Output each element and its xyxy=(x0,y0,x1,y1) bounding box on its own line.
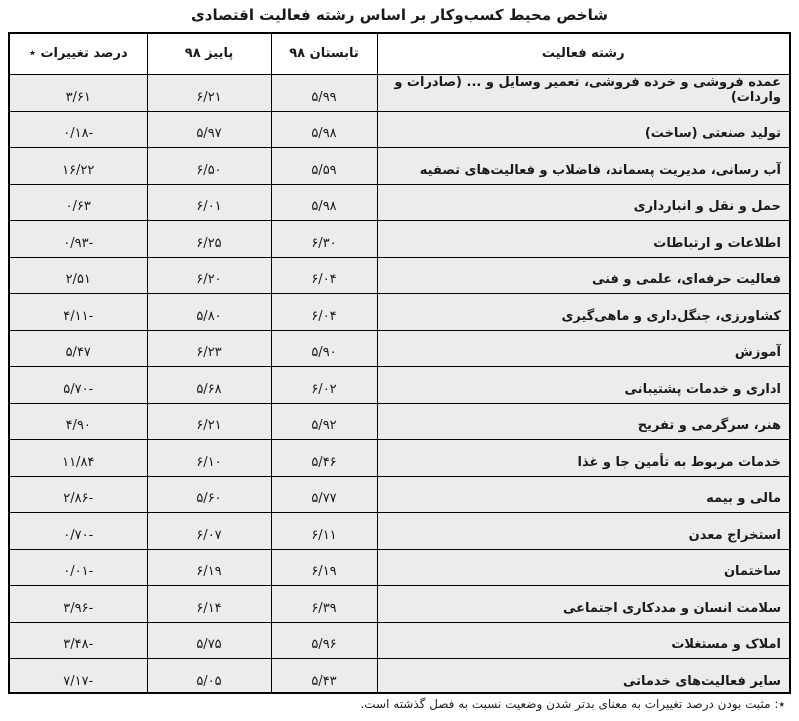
summer-cell: ۵/۹۶ xyxy=(271,622,377,659)
summer-cell: ۶/۱۹ xyxy=(271,549,377,586)
fall-cell: ۵/۷۵ xyxy=(147,622,271,659)
table-row xyxy=(10,184,789,221)
activity-cell: خدمات مربوط به تأمین جا و غذا xyxy=(377,440,789,477)
activity-cell: آب رسانی، مدیریت پسماند، فاضلاب و فعالیت‌های تصفیه xyxy=(377,148,789,185)
summer-cell: ۵/۴۶ xyxy=(271,440,377,477)
pct-cell: -۰/۰۱ xyxy=(10,549,147,586)
fall-cell: ۵/۶۰ xyxy=(147,476,271,513)
pct-cell: -۲/۸۶ xyxy=(10,476,147,513)
header-pct-change: درصد تغییرات ٭ xyxy=(10,34,147,74)
summer-cell: ۶/۳۹ xyxy=(271,586,377,623)
summer-cell: ۶/۳۰ xyxy=(271,221,377,258)
table-row xyxy=(10,586,789,623)
activity-cell: ساختمان xyxy=(377,549,789,586)
table-row xyxy=(10,257,789,294)
pct-cell: -۴/۱۱ xyxy=(10,294,147,331)
fall-cell: ۶/۲۱ xyxy=(147,74,271,111)
pct-cell: ۳/۶۱ xyxy=(10,74,147,111)
summer-cell: ۵/۵۹ xyxy=(271,148,377,185)
summer-cell: ۵/۹۲ xyxy=(271,403,377,440)
fall-cell: ۶/۰۱ xyxy=(147,184,271,221)
table-row xyxy=(10,659,789,695)
fall-cell: ۵/۶۸ xyxy=(147,367,271,404)
table-row xyxy=(10,330,789,367)
activity-cell: اداری و خدمات پشتیبانی xyxy=(377,367,789,404)
pct-cell: ۵/۴۷ xyxy=(10,330,147,367)
table-title: شاخص محیط کسب‌وکار بر اساس رشته فعالیت اقتصادی xyxy=(191,6,608,24)
header-activity: رشته فعالیت xyxy=(377,34,789,74)
activity-cell: آموزش xyxy=(377,330,789,367)
summer-cell: ۶/۰۲ xyxy=(271,367,377,404)
fall-cell: ۶/۱۰ xyxy=(147,440,271,477)
summer-cell: ۵/۹۸ xyxy=(271,184,377,221)
activity-cell: فعالیت حرفه‌ای، علمی و فنی xyxy=(377,257,789,294)
activity-cell: مالی و بیمه xyxy=(377,476,789,513)
summer-cell: ۵/۹۹ xyxy=(271,74,377,111)
pct-cell: -۷/۱۷ xyxy=(10,659,147,695)
summer-cell: ۶/۰۴ xyxy=(271,294,377,331)
pct-cell: ۰/۶۳ xyxy=(10,184,147,221)
pct-cell: -۳/۹۶ xyxy=(10,586,147,623)
fall-cell: ۵/۹۷ xyxy=(147,111,271,148)
header-fall-98: پاییز ۹۸ xyxy=(147,34,271,74)
table-row xyxy=(10,74,789,111)
pct-cell: -۳/۴۸ xyxy=(10,622,147,659)
table-row xyxy=(10,111,789,148)
table-row xyxy=(10,367,789,404)
fall-cell: ۵/۸۰ xyxy=(147,294,271,331)
fall-cell: ۶/۰۷ xyxy=(147,513,271,550)
summer-cell: ۵/۹۰ xyxy=(271,330,377,367)
fall-cell: ۶/۲۵ xyxy=(147,221,271,258)
header-row xyxy=(10,34,789,74)
table-row xyxy=(10,513,789,550)
fall-cell: ۶/۲۰ xyxy=(147,257,271,294)
pct-cell: -۰/۷۰ xyxy=(10,513,147,550)
activity-cell: املاک و مستغلات xyxy=(377,622,789,659)
header-summer-98: تابستان ۹۸ xyxy=(271,34,377,74)
summer-cell: ۵/۴۳ xyxy=(271,659,377,695)
table-row xyxy=(10,221,789,258)
table-row xyxy=(10,476,789,513)
pct-cell: ۴/۹۰ xyxy=(10,403,147,440)
activity-cell: عمده فروشی و خرده فروشی، تعمیر وسایل و ... (صادرات و واردات) xyxy=(377,74,789,111)
fall-cell: ۵/۰۵ xyxy=(147,659,271,695)
pct-cell: ۱۶/۲۲ xyxy=(10,148,147,185)
activity-cell: سایر فعالیت‌های خدماتی xyxy=(377,659,789,695)
activity-cell: هنر، سرگرمی و تفریح xyxy=(377,403,789,440)
activity-cell: اطلاعات و ارتباطات xyxy=(377,221,789,258)
pct-cell: -۰/۹۳ xyxy=(10,221,147,258)
table-row xyxy=(10,440,789,477)
footnote: ٭: مثبت بودن درصد تغییرات به معنای بدتر شدن وضعیت نسبت به فصل گذشته است. xyxy=(360,697,785,711)
pct-cell: -۰/۱۸ xyxy=(10,111,147,148)
table-row xyxy=(10,294,789,331)
fall-cell: ۶/۵۰ xyxy=(147,148,271,185)
summer-cell: ۵/۹۸ xyxy=(271,111,377,148)
pct-cell: ۲/۵۱ xyxy=(10,257,147,294)
activity-cell: کشاورزی، جنگل‌داری و ماهی‌گیری xyxy=(377,294,789,331)
fall-cell: ۶/۲۳ xyxy=(147,330,271,367)
activity-cell: سلامت انسان و مددکاری اجتماعی xyxy=(377,586,789,623)
table-row xyxy=(10,403,789,440)
activity-cell: استخراج معدن xyxy=(377,513,789,550)
business-environment-table xyxy=(10,34,789,694)
activity-cell: تولید صنعتی (ساخت) xyxy=(377,111,789,148)
summer-cell: ۵/۷۷ xyxy=(271,476,377,513)
fall-cell: ۶/۱۹ xyxy=(147,549,271,586)
fall-cell: ۶/۱۴ xyxy=(147,586,271,623)
table-row xyxy=(10,148,789,185)
data-table-frame xyxy=(8,32,791,694)
fall-cell: ۶/۲۱ xyxy=(147,403,271,440)
activity-cell: حمل و نقل و انبارداری xyxy=(377,184,789,221)
pct-cell: ۱۱/۸۴ xyxy=(10,440,147,477)
pct-cell: -۵/۷۰ xyxy=(10,367,147,404)
summer-cell: ۶/۰۴ xyxy=(271,257,377,294)
summer-cell: ۶/۱۱ xyxy=(271,513,377,550)
table-row xyxy=(10,622,789,659)
table-row xyxy=(10,549,789,586)
